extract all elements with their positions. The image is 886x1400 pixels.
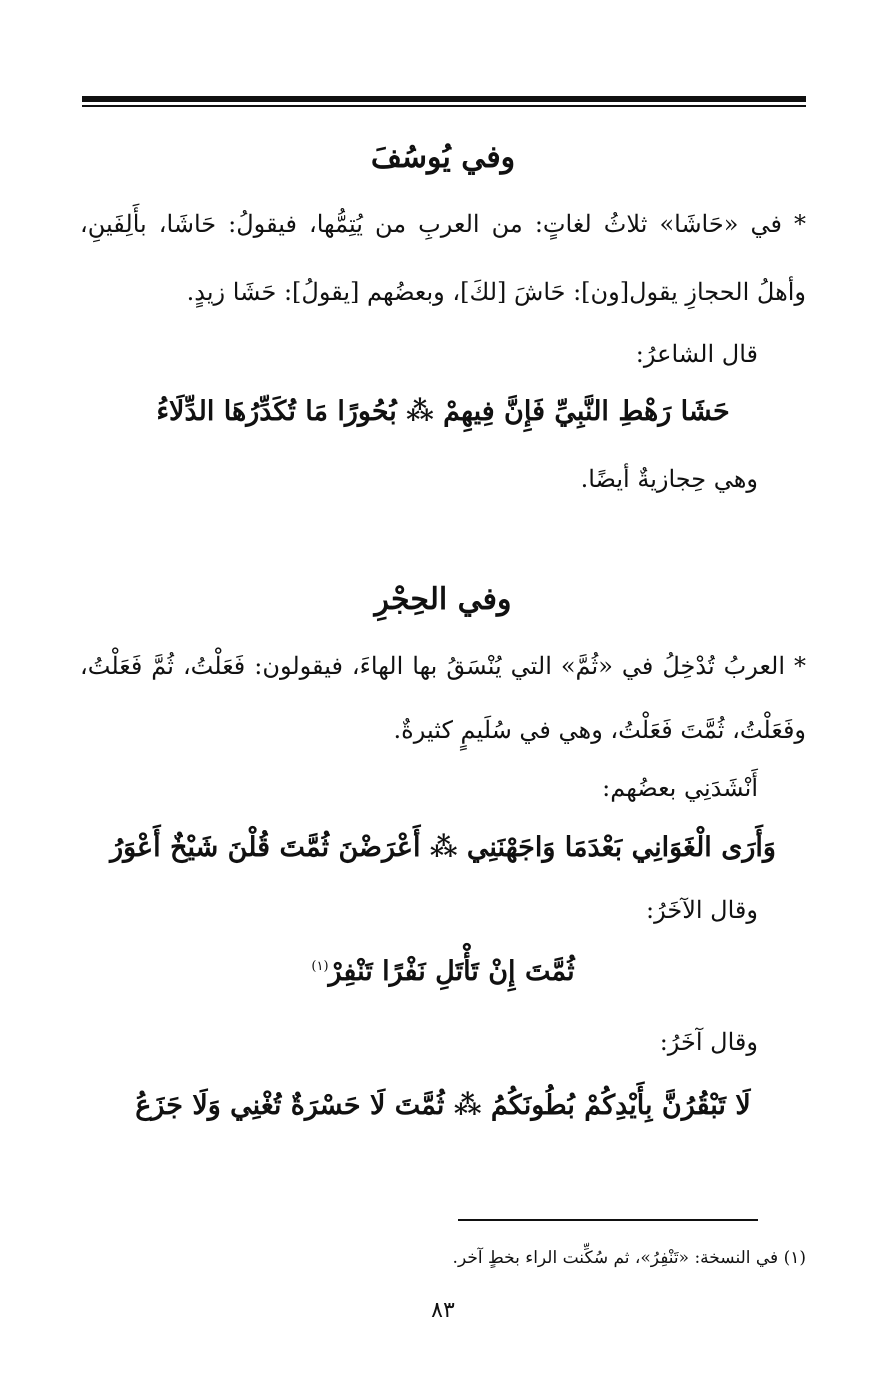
poem-verse: حَشَا رَهْطِ النَّبِيِّ فَإِنَّ فِيهِمْ ⁂ بُحُورًا مَا تُكَدِّرُهَا الدِّلَاءُ	[156, 396, 730, 427]
quote-intro: أَنْشَدَنِي بعضُهم:	[602, 774, 758, 802]
footnote-separator	[458, 1219, 758, 1221]
poem-verse: وَأَرَى الْغَوَانِي بَعْدَمَا وَاجَهْنَنِي ⁂ أَعْرَضْنَ ثُمَّتَ قُلْنَ شَيْخٌ أَعْوَرُ	[110, 832, 776, 863]
paragraph-line: * في «حَاشَا» ثلاثُ لغاتٍ: من العربِ من يُتِمُّها، فيقولُ: حَاشَا، بأَلِفَينِ،	[80, 210, 806, 238]
poem-verse: لَا تَبْقُرُنَّ بِأَيْدِكُمْ بُطُونَكُمُ ⁂ ثُمَّتَ لَا حَسْرَةٌ تُغْنِي وَلَا جَزَعُ	[135, 1090, 751, 1121]
footnote: (١) في النسخة: «تَنْفِرُ»، ثم سُكِّنت الراء بخطٍ آخر.	[452, 1248, 806, 1268]
poem-verse-text: ثُمَّتَ إِنْ تَأْتَلِ نَفْرًا تَنْفِرْ	[328, 956, 575, 987]
section-heading-yusuf: وفي يُوسُفَ	[370, 140, 516, 175]
page-number: ٨٣	[431, 1298, 455, 1323]
header-rule-thin	[82, 105, 806, 107]
quote-intro: وقال الآخَرُ:	[646, 896, 758, 924]
quote-intro: وقال آخَرُ:	[659, 1028, 758, 1056]
poem-verse-with-footnote	[0, 956, 886, 987]
closing-note: وهي حِجازيةٌ أيضًا.	[580, 465, 758, 493]
section-heading-hijr: وفي الحِجْرِ	[374, 582, 512, 617]
paragraph-line: وفَعَلْتُ، ثُمَّتَ فَعَلْتُ، وهي في سُلَيمٍ كثيرةٌ.	[393, 716, 806, 744]
footnote-marker: (١)	[311, 959, 329, 974]
header-rule-thick	[82, 96, 806, 102]
quote-intro: قال الشاعرُ:	[635, 340, 758, 368]
paragraph-line: وأهلُ الحجازِ يقول[ون]: حَاشَ [لكَ]، وبعضُهم [يقولُ]: حَشَا زيدٍ.	[186, 278, 806, 306]
paragraph-line: * العربُ تُدْخِلُ في «ثُمَّ» التي يُنْسَقُ بها الهاءَ، فيقولون: فَعَلْتُ، ثُمَّ فَعَلْتُ،	[80, 652, 806, 680]
